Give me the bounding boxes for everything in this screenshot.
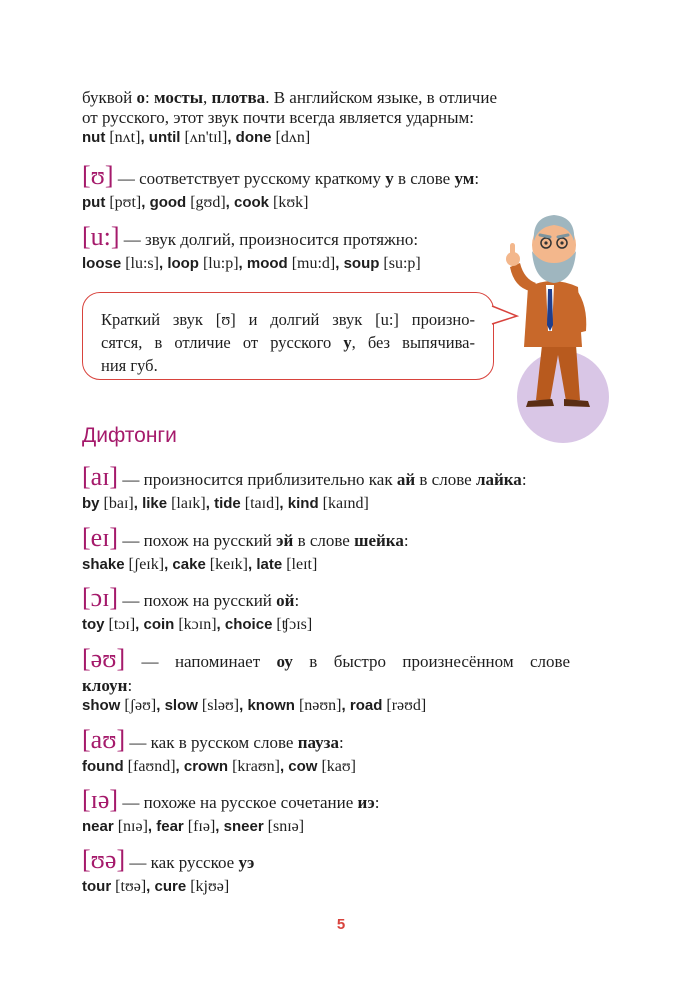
- professor-pointing-icon: [484, 205, 632, 445]
- example-ipa: [kaʊ]: [321, 758, 357, 775]
- bold-word: плотва: [211, 88, 266, 107]
- text: ,: [203, 88, 212, 107]
- example-word: coin: [143, 616, 175, 633]
- example-separator: ,: [225, 194, 234, 211]
- bold-letter: о: [136, 88, 146, 107]
- diphthong-entry: [82, 463, 570, 514]
- example-word: cow: [288, 758, 318, 775]
- callout-line-3: ния губ.: [101, 356, 158, 375]
- phoneme-symbol: [aɪ]: [82, 462, 119, 491]
- example-list: [82, 555, 570, 575]
- example-word: done: [235, 129, 272, 146]
- example-ipa: [tʊə]: [115, 878, 147, 895]
- example-ipa: [rəʊd]: [386, 697, 427, 714]
- example-list: [82, 696, 570, 716]
- description-text: :: [127, 676, 133, 695]
- phoneme-symbol: [ʊ]: [82, 161, 114, 190]
- description-text: :: [403, 531, 409, 550]
- description-text: в слове: [415, 470, 476, 489]
- example-word: like: [142, 495, 168, 512]
- example-ipa: [keɪk]: [209, 556, 248, 573]
- example-ipa: [dʌn]: [275, 129, 311, 146]
- example-ipa: [kɔɪn]: [178, 616, 217, 633]
- example-word: shake: [82, 556, 125, 573]
- example-ipa: [su:p]: [383, 255, 421, 272]
- diphthong-entry: [82, 584, 570, 635]
- example-separator: ,: [133, 495, 143, 512]
- description-bold: эй: [276, 531, 294, 550]
- description-text: — как в русском слове: [125, 733, 298, 752]
- diphthong-entry: [82, 726, 570, 777]
- intro-line-1: [82, 88, 570, 108]
- page-number: 5: [336, 916, 346, 933]
- description-text: :: [374, 793, 380, 812]
- example-word: fear: [156, 818, 184, 835]
- example-ipa: [kaɪnd]: [322, 495, 369, 512]
- description-text: — произносится приблизительно как: [118, 470, 397, 489]
- phoneme-symbol: [eɪ]: [82, 523, 119, 552]
- phoneme-symbol: [ʊə]: [82, 845, 126, 874]
- phoneme-symbol: [əʊ]: [82, 644, 126, 673]
- example-word: known: [247, 697, 295, 714]
- description-text: — как русское: [125, 853, 239, 872]
- description-text: — звук долгий, произносится протяжно:: [119, 230, 419, 249]
- text: :: [145, 88, 155, 107]
- example-ipa: [baɪ]: [103, 495, 134, 512]
- description-text: — похож на русский: [118, 531, 277, 550]
- text: сятся, в отличие от русского: [101, 333, 344, 352]
- intro-paragraph: [82, 88, 570, 148]
- example-separator: ,: [156, 697, 165, 714]
- example-word: late: [256, 556, 283, 573]
- example-word: sneer: [223, 818, 264, 835]
- entry-heading-line: [82, 645, 570, 676]
- description-bold: лайка: [475, 470, 522, 489]
- description-text: :: [521, 470, 527, 489]
- example-separator: ,: [238, 255, 247, 272]
- example-ipa: [mu:d]: [291, 255, 336, 272]
- example-separator: ,: [215, 818, 224, 835]
- example-ipa: [kʊk]: [273, 194, 309, 211]
- example-word: by: [82, 495, 100, 512]
- example-list: [82, 128, 570, 148]
- diphthong-entry: [82, 786, 570, 837]
- description-bold: пауза: [297, 733, 339, 752]
- description-text: :: [474, 169, 480, 188]
- entry-heading-line: [82, 584, 570, 615]
- description-text: :: [338, 733, 344, 752]
- example-ipa: [lu:p]: [202, 255, 239, 272]
- entry-heading-line: [82, 726, 570, 757]
- note-callout: [82, 292, 494, 380]
- description-text: :: [294, 591, 300, 610]
- description-text: — напоминает: [125, 652, 277, 671]
- phoneme-symbol: [aʊ]: [82, 725, 126, 754]
- example-ipa: [ʧɔɪs]: [276, 616, 313, 633]
- example-separator: ,: [279, 495, 288, 512]
- example-word: cure: [154, 878, 187, 895]
- phoneme-symbol: [ɔɪ]: [82, 583, 119, 612]
- description-bold: иэ: [357, 793, 375, 812]
- description-bold: ай: [396, 470, 416, 489]
- description-text: — соответствует русскому краткому: [113, 169, 386, 188]
- diphthong-entry: [82, 524, 570, 575]
- example-list: [82, 615, 570, 635]
- example-ipa: [ʌn'tɪl]: [184, 129, 228, 146]
- example-list: [82, 817, 570, 837]
- example-ipa: [kraʊn]: [232, 758, 280, 775]
- example-separator: ,: [146, 878, 155, 895]
- example-word: road: [349, 697, 383, 714]
- description-text: в слове: [393, 169, 455, 188]
- entry-heading-line: [82, 162, 570, 193]
- text: , без выпячива-: [351, 333, 475, 352]
- entry-heading-continuation: [82, 676, 570, 696]
- example-word: crown: [183, 758, 229, 775]
- entry-heading-line: [82, 524, 570, 555]
- example-separator: ,: [164, 556, 173, 573]
- entry-heading-line: [82, 846, 570, 877]
- example-separator: ,: [135, 616, 144, 633]
- example-word: tour: [82, 878, 112, 895]
- example-word: cake: [172, 556, 206, 573]
- example-ipa: [ʃəʊ]: [124, 697, 157, 714]
- entry-heading-line: [82, 463, 570, 494]
- example-word: kind: [287, 495, 319, 512]
- example-ipa: [kjʊə]: [190, 878, 230, 895]
- example-word: good: [149, 194, 187, 211]
- bold-word: мосты: [154, 88, 204, 107]
- example-separator: ,: [158, 255, 168, 272]
- example-word: show: [82, 697, 121, 714]
- example-separator: ,: [335, 255, 344, 272]
- bold-letter: у: [343, 333, 352, 352]
- example-word: until: [148, 129, 181, 146]
- example-ipa: [pʊt]: [109, 194, 142, 211]
- description-bold: ой: [276, 591, 295, 610]
- example-word: cook: [234, 194, 270, 211]
- example-ipa: [snɪə]: [267, 818, 305, 835]
- example-ipa: [lu:s]: [125, 255, 159, 272]
- example-word: choice: [224, 616, 273, 633]
- example-word: loop: [167, 255, 199, 272]
- example-ipa: [fɪə]: [187, 818, 216, 835]
- text: . В английском языке, в отличие: [265, 88, 498, 107]
- example-separator: ,: [175, 758, 184, 775]
- example-ipa: [taɪd]: [244, 495, 280, 512]
- example-word: slow: [164, 697, 198, 714]
- description-bold: оу: [276, 652, 293, 671]
- example-ipa: [gʊd]: [190, 194, 226, 211]
- example-separator: ,: [140, 129, 149, 146]
- intro-line-2: от русского, этот звук почти всегда является ударным:: [82, 108, 475, 127]
- example-word: mood: [246, 255, 288, 272]
- example-word: loose: [82, 255, 122, 272]
- entry-heading-line: [82, 786, 570, 817]
- example-separator: ,: [216, 616, 225, 633]
- example-separator: ,: [227, 129, 236, 146]
- callout-line-2: [101, 331, 475, 354]
- description-bold: ум: [454, 169, 475, 188]
- example-word: found: [82, 758, 124, 775]
- description-bold: клоун: [82, 676, 128, 695]
- example-separator: ,: [205, 495, 215, 512]
- example-word: soup: [343, 255, 380, 272]
- example-ipa: [tɔɪ]: [108, 616, 136, 633]
- description-text: — похож на русский: [118, 591, 277, 610]
- description-text: в быстро произнесённом слове: [292, 652, 570, 671]
- example-ipa: [nɪə]: [117, 818, 148, 835]
- description-text: — похоже на русское сочетание: [118, 793, 358, 812]
- example-separator: ,: [279, 758, 289, 775]
- example-separator: ,: [341, 697, 350, 714]
- example-ipa: [laɪk]: [171, 495, 206, 512]
- example-separator: ,: [239, 697, 248, 714]
- example-separator: ,: [141, 194, 150, 211]
- section-heading: Дифтонги: [82, 424, 177, 447]
- example-ipa: [leɪt]: [286, 556, 318, 573]
- phoneme-symbol: [u:]: [82, 222, 120, 251]
- example-list: [82, 877, 570, 897]
- diphthong-entry: [82, 645, 570, 716]
- description-bold: у: [385, 169, 394, 188]
- example-separator: ,: [147, 818, 157, 835]
- example-word: near: [82, 818, 114, 835]
- text: буквой: [82, 88, 137, 107]
- example-ipa: [faʊnd]: [127, 758, 176, 775]
- example-list: [82, 757, 570, 777]
- phoneme-symbol: [ɪə]: [82, 785, 119, 814]
- description-text: в слове: [293, 531, 355, 550]
- example-ipa: [nʌt]: [109, 129, 141, 146]
- example-ipa: [sləʊ]: [201, 697, 240, 714]
- description-bold: уэ: [238, 853, 255, 872]
- example-word: put: [82, 194, 106, 211]
- example-ipa: [nəʊn]: [298, 697, 342, 714]
- example-word: tide: [214, 495, 241, 512]
- diphthong-entry: [82, 846, 570, 897]
- description-bold: шейка: [354, 531, 404, 550]
- example-ipa: [ʃeɪk]: [128, 556, 165, 573]
- callout-line-1: Краткий звук [ʊ] и долгий звук [u:] произно-: [101, 310, 475, 329]
- example-separator: ,: [248, 556, 257, 573]
- example-word: nut: [82, 129, 106, 146]
- example-list: [82, 494, 570, 514]
- example-word: toy: [82, 616, 105, 633]
